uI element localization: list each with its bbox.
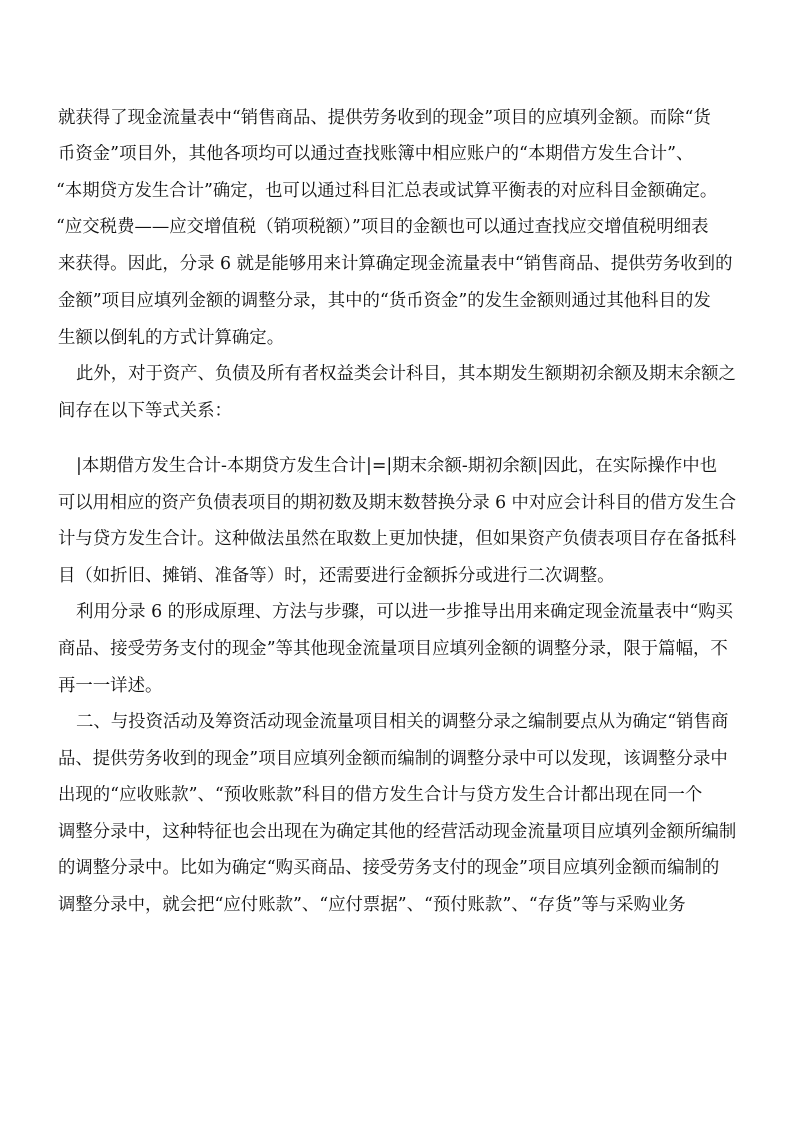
text-line: 就获得了现金流量表中“销售商品、提供劳务收到的现金”项目的应填列金额。而除“货	[58, 108, 711, 128]
text-line: 二、与投资活动及筹资活动现金流量项目相关的调整分录之编制要点从为确定“销售商	[76, 712, 729, 732]
text-line: 金额”项目应填列金额的调整分录，其中的“货币资金”的发生金额则通过其他科目的发	[58, 291, 711, 311]
text-line: 计与贷方发生合计。这种做法虽然在取数上更加快捷，但如果资产负债表项目存在备抵科	[58, 529, 737, 549]
text-line: 出现的“应收账款”、“预收账款”科目的借方发生合计与贷方发生合计都出现在同一个	[58, 785, 703, 805]
text-line: 币资金”项目外，其他各项均可以通过查找账簿中相应账户的“本期借方发生合计”、	[58, 144, 694, 164]
text-line: 利用分录 6 的形成原理、方法与步骤，可以进一步推导出用来确定现金流量表中“购买	[76, 602, 734, 622]
text-line: 可以用相应的资产负债表项目的期初数及期末数替换分录 6 中对应会计科目的借方发生合	[58, 493, 736, 513]
text-line: 调整分录中，就会把“应付账款”、“应付票据”、“预付账款”、“存货”等与采购业务	[58, 895, 686, 915]
text-line: 调整分录中，这种特征也会出现在为确定其他的经营活动现金流量项目应填列金额所编制	[58, 822, 737, 842]
text-line: 的调整分录中。比如为确定“购买商品、接受劳务支付的现金”项目应填列金额而编制的	[58, 858, 720, 878]
text-line: “本期贷方发生合计”确定，也可以通过科目汇总表或试算平衡表的对应科目金额确定。	[56, 181, 718, 201]
text-line: 生额以倒轧的方式计算确定。	[58, 328, 285, 348]
text-line: 来获得。因此，分录 6 就是能够用来计算确定现金流量表中“销售商品、提供劳务收到的	[58, 254, 733, 274]
text-line: 间存在以下等式关系：	[58, 401, 232, 421]
text-line: 商品、接受劳务支付的现金”等其他现金流量项目应填列金额的调整分录，限于篇幅，不	[58, 639, 728, 659]
text-line: “应交税费——应交增值税（销项税额）”项目的金额也可以通过查找应交增值税明细表	[56, 217, 709, 237]
text-line: 目（如折旧、摊销、准备等）时，还需要进行金额拆分或进行二次调整。	[58, 566, 615, 586]
text-line: 再一一详述。	[58, 676, 163, 696]
text-line: 品、提供劳务收到的现金”项目应填列金额而编制的调整分录中可以发现，该调整分录中	[58, 749, 728, 769]
text-line: |本期借方发生合计-本期贷方发生合计|=|期末余额-期初余额|因此，在实际操作中也	[76, 456, 718, 476]
text-line: 此外，对于资产、负债及所有者权益类会计科目，其本期发生额期初余额及期末余额之	[76, 364, 736, 384]
